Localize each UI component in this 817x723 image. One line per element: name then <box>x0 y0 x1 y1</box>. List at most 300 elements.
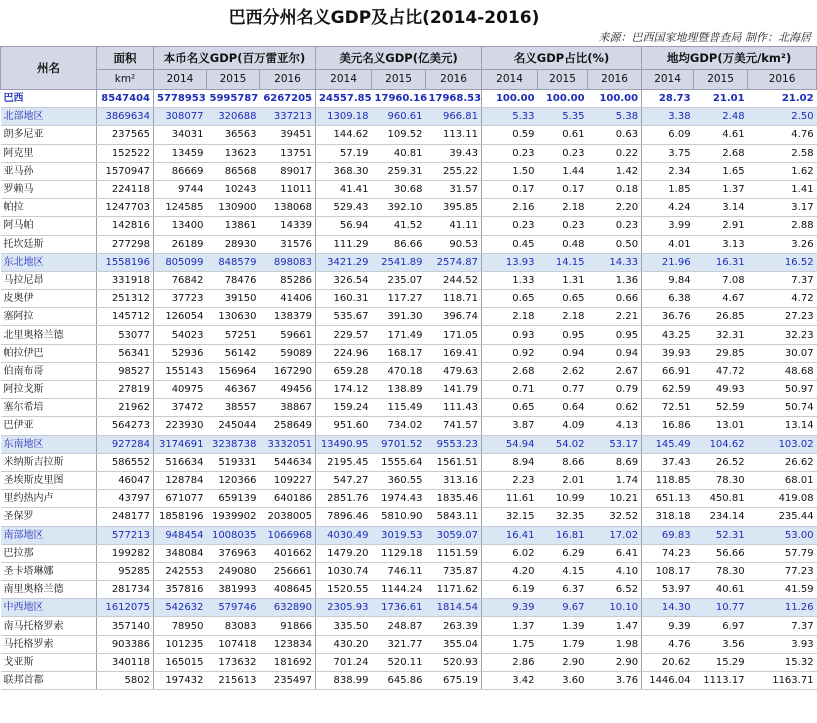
table-cell: 321.77 <box>372 635 426 653</box>
table-cell: 95285 <box>97 562 154 580</box>
table-cell: 1.98 <box>588 635 642 653</box>
table-cell: 7896.46 <box>316 508 372 526</box>
table-cell: 197432 <box>154 672 207 690</box>
table-cell: 50.74 <box>748 399 817 417</box>
table-cell: 41.52 <box>372 217 426 235</box>
table-cell: 101235 <box>154 635 207 653</box>
table-cell: 31.57 <box>426 180 482 198</box>
table-cell: 53.97 <box>642 581 694 599</box>
row-label: 圣卡塔琳娜 <box>1 562 97 580</box>
table-cell: 39.93 <box>642 344 694 362</box>
table-cell: 0.22 <box>588 144 642 162</box>
table-cell: 40.61 <box>694 581 748 599</box>
table-cell: 6.19 <box>482 581 538 599</box>
table-cell: 36563 <box>207 126 260 144</box>
table-cell: 2.68 <box>482 362 538 380</box>
table-cell: 24557.85 <box>316 90 372 108</box>
table-cell: 479.63 <box>426 362 482 380</box>
table-cell: 78.30 <box>694 562 748 580</box>
table-row <box>1 126 817 144</box>
table-cell: 174.12 <box>316 381 372 399</box>
table-cell: 3.76 <box>588 672 642 690</box>
table-cell: 348084 <box>154 544 207 562</box>
row-label: 联邦首都 <box>1 672 97 690</box>
table-cell: 396.74 <box>426 308 482 326</box>
table-cell: 86568 <box>207 162 260 180</box>
table-cell: 10.10 <box>588 599 642 617</box>
table-row <box>1 308 817 326</box>
table-cell: 392.10 <box>372 199 426 217</box>
table-row <box>1 381 817 399</box>
table-cell: 10.21 <box>588 490 642 508</box>
table-cell: 37472 <box>154 399 207 417</box>
table-cell: 15.29 <box>694 653 748 671</box>
table-cell: 2.88 <box>748 217 817 235</box>
table-cell: 0.65 <box>538 290 588 308</box>
table-cell: 2.86 <box>482 653 538 671</box>
table-cell: 419.08 <box>748 490 817 508</box>
table-cell: 5843.11 <box>426 508 482 526</box>
table-cell: 1974.43 <box>372 490 426 508</box>
table-cell: 118.71 <box>426 290 482 308</box>
table-cell: 1939902 <box>207 508 260 526</box>
table-cell: 9.39 <box>482 599 538 617</box>
table-cell: 62.59 <box>642 381 694 399</box>
table-cell: 577213 <box>97 526 154 544</box>
table-cell: 16.41 <box>482 526 538 544</box>
table-cell: 848579 <box>207 253 260 271</box>
table-cell: 26.62 <box>748 453 817 471</box>
row-label: 戈亚斯 <box>1 653 97 671</box>
table-cell: 235.44 <box>748 508 817 526</box>
table-cell: 171.05 <box>426 326 482 344</box>
table-cell: 2.68 <box>694 144 748 162</box>
table-cell: 741.57 <box>426 417 482 435</box>
table-cell: 3.60 <box>538 672 588 690</box>
table-cell: 52.31 <box>694 526 748 544</box>
region-row <box>1 526 817 544</box>
table-cell: 56.66 <box>694 544 748 562</box>
table-cell: 78.30 <box>694 471 748 489</box>
table-cell: 675.19 <box>426 672 482 690</box>
table-cell: 53077 <box>97 326 154 344</box>
table-cell: 10243 <box>207 180 260 198</box>
table-cell: 115.49 <box>372 399 426 417</box>
table-cell: 40975 <box>154 381 207 399</box>
table-cell: 1309.18 <box>316 108 372 126</box>
table-cell: 3.87 <box>482 417 538 435</box>
table-cell: 0.23 <box>482 217 538 235</box>
table-cell: 0.61 <box>538 126 588 144</box>
table-cell: 2574.87 <box>426 253 482 271</box>
table-row <box>1 271 817 289</box>
table-cell: 224118 <box>97 180 154 198</box>
table-cell: 3.99 <box>642 217 694 235</box>
table-cell: 26.52 <box>694 453 748 471</box>
table-cell: 1.31 <box>538 271 588 289</box>
table-cell: 103.02 <box>748 435 817 453</box>
table-cell: 109.52 <box>372 126 426 144</box>
table-cell: 199282 <box>97 544 154 562</box>
table-cell: 39150 <box>207 290 260 308</box>
table-cell: 13.93 <box>482 253 538 271</box>
table-cell: 165015 <box>154 653 207 671</box>
table-cell: 54023 <box>154 326 207 344</box>
table-cell: 89017 <box>260 162 316 180</box>
table-cell: 1814.54 <box>426 599 482 617</box>
table-cell: 340118 <box>97 653 154 671</box>
table-row <box>1 617 817 635</box>
table-cell: 520.11 <box>372 653 426 671</box>
table-cell: 11.61 <box>482 490 538 508</box>
table-cell: 41.41 <box>316 180 372 198</box>
table-cell: 8.69 <box>588 453 642 471</box>
header-area-unit: km² <box>97 70 154 90</box>
table-cell: 100.00 <box>538 90 588 108</box>
table-cell: 256661 <box>260 562 316 580</box>
table-cell: 138.89 <box>372 381 426 399</box>
table-cell: 138068 <box>260 199 316 217</box>
table-cell: 229.57 <box>316 326 372 344</box>
table-cell: 927284 <box>97 435 154 453</box>
table-cell: 83083 <box>207 617 260 635</box>
table-cell: 3.75 <box>642 144 694 162</box>
table-cell: 701.24 <box>316 653 372 671</box>
table-cell: 1570947 <box>97 162 154 180</box>
table-cell: 20.62 <box>642 653 694 671</box>
table-cell: 248.87 <box>372 617 426 635</box>
table-cell: 0.79 <box>588 381 642 399</box>
gdp-table <box>0 46 817 690</box>
table-cell: 5778953 <box>154 90 207 108</box>
table-cell: 331918 <box>97 271 154 289</box>
table-cell: 0.71 <box>482 381 538 399</box>
table-cell: 0.23 <box>482 144 538 162</box>
table-cell: 308077 <box>154 108 207 126</box>
table-cell: 14.30 <box>642 599 694 617</box>
table-cell: 381993 <box>207 581 260 599</box>
region-row <box>1 253 817 271</box>
table-cell: 1.79 <box>538 635 588 653</box>
table-cell: 0.45 <box>482 235 538 253</box>
table-cell: 255.22 <box>426 162 482 180</box>
table-cell: 1.41 <box>748 180 817 198</box>
table-cell: 21962 <box>97 399 154 417</box>
table-row <box>1 344 817 362</box>
table-cell: 7.08 <box>694 271 748 289</box>
table-cell: 0.23 <box>588 217 642 235</box>
table-cell: 155143 <box>154 362 207 380</box>
table-cell: 281734 <box>97 581 154 599</box>
table-cell: 1736.61 <box>372 599 426 617</box>
table-cell: 11.26 <box>748 599 817 617</box>
table-cell: 259.31 <box>372 162 426 180</box>
row-label: 南里奥格兰德 <box>1 581 97 599</box>
table-cell: 547.27 <box>316 471 372 489</box>
row-label: 托坎廷斯 <box>1 235 97 253</box>
table-cell: 78950 <box>154 617 207 635</box>
table-cell: 898083 <box>260 253 316 271</box>
table-cell: 13490.95 <box>316 435 372 453</box>
table-cell: 0.94 <box>588 344 642 362</box>
table-cell: 1066968 <box>260 526 316 544</box>
source-note: 来源：巴西国家地理暨普查局 制作：北海居 <box>598 31 811 44</box>
table-row <box>1 326 817 344</box>
table-cell: 3.42 <box>482 672 538 690</box>
table-cell: 32.52 <box>588 508 642 526</box>
table-cell: 142816 <box>97 217 154 235</box>
table-cell: 535.67 <box>316 308 372 326</box>
header-gdp-usd: 美元名义GDP(亿美元) <box>316 47 482 70</box>
table-cell: 1008035 <box>207 526 260 544</box>
row-label: 里约热内卢 <box>1 490 97 508</box>
table-cell: 0.94 <box>538 344 588 362</box>
header-state: 州名 <box>1 47 97 90</box>
table-cell: 951.60 <box>316 417 372 435</box>
table-cell: 120366 <box>207 471 260 489</box>
table-cell: 645.86 <box>372 672 426 690</box>
table-cell: 4.76 <box>748 126 817 144</box>
table-cell: 0.92 <box>482 344 538 362</box>
table-cell: 100.00 <box>482 90 538 108</box>
table-cell: 13.01 <box>694 417 748 435</box>
row-label: 巴拉那 <box>1 544 97 562</box>
row-label: 塞尔希培 <box>1 399 97 417</box>
table-cell: 41.11 <box>426 217 482 235</box>
table-cell: 4.24 <box>642 199 694 217</box>
table-cell: 2541.89 <box>372 253 426 271</box>
header-gdp-local: 本币名义GDP(百万雷亚尔) <box>154 47 316 70</box>
table-cell: 2.58 <box>748 144 817 162</box>
table-cell: 2.90 <box>538 653 588 671</box>
table-cell: 248177 <box>97 508 154 526</box>
header-year: 2015 <box>207 70 260 90</box>
table-cell: 1.33 <box>482 271 538 289</box>
table-cell: 1561.51 <box>426 453 482 471</box>
table-cell: 277298 <box>97 235 154 253</box>
table-cell: 138379 <box>260 308 316 326</box>
table-cell: 56.94 <box>316 217 372 235</box>
table-cell: 237565 <box>97 126 154 144</box>
table-cell: 391.30 <box>372 308 426 326</box>
row-label: 马托格罗索 <box>1 635 97 653</box>
table-cell: 57251 <box>207 326 260 344</box>
table-cell: 2.18 <box>538 308 588 326</box>
table-cell: 7.37 <box>748 617 817 635</box>
table-cell: 0.95 <box>538 326 588 344</box>
table-cell: 57.79 <box>748 544 817 562</box>
table-cell: 564273 <box>97 417 154 435</box>
table-row <box>1 453 817 471</box>
table-cell: 258649 <box>260 417 316 435</box>
table-cell: 57.19 <box>316 144 372 162</box>
table-cell: 470.18 <box>372 362 426 380</box>
table-cell: 40.81 <box>372 144 426 162</box>
table-cell: 50.97 <box>748 381 817 399</box>
table-cell: 29.85 <box>694 344 748 362</box>
table-cell: 519331 <box>207 453 260 471</box>
table-cell: 37.43 <box>642 453 694 471</box>
table-cell: 30.68 <box>372 180 426 198</box>
table-cell: 156964 <box>207 362 260 380</box>
table-row <box>1 653 817 671</box>
table-cell: 167290 <box>260 362 316 380</box>
table-row <box>1 490 817 508</box>
table-cell: 2851.76 <box>316 490 372 508</box>
table-cell: 1520.55 <box>316 581 372 599</box>
header-share: 名义GDP占比(%) <box>482 47 642 70</box>
table-cell: 26.85 <box>694 308 748 326</box>
table-cell: 90.53 <box>426 235 482 253</box>
table-row <box>1 508 817 526</box>
row-label: 巴伊亚 <box>1 417 97 435</box>
table-cell: 8.66 <box>538 453 588 471</box>
table-cell: 2.90 <box>588 653 642 671</box>
table-cell: 111.29 <box>316 235 372 253</box>
table-cell: 450.81 <box>694 490 748 508</box>
table-cell: 36.76 <box>642 308 694 326</box>
table-cell: 1.39 <box>538 617 588 635</box>
table-cell: 5810.90 <box>372 508 426 526</box>
table-cell: 39.43 <box>426 144 482 162</box>
table-cell: 4.10 <box>588 562 642 580</box>
table-cell: 9701.52 <box>372 435 426 453</box>
table-cell: 3174691 <box>154 435 207 453</box>
table-cell: 1858196 <box>154 508 207 526</box>
table-cell: 17960.16 <box>372 90 426 108</box>
table-cell: 320688 <box>207 108 260 126</box>
table-cell: 27.23 <box>748 308 817 326</box>
table-cell: 47.72 <box>694 362 748 380</box>
table-cell: 91866 <box>260 617 316 635</box>
header-year: 2014 <box>642 70 694 90</box>
table-row <box>1 162 817 180</box>
table-cell: 49.93 <box>694 381 748 399</box>
table-cell: 66.91 <box>642 362 694 380</box>
table-cell: 1.62 <box>748 162 817 180</box>
table-cell: 173632 <box>207 653 260 671</box>
table-cell: 52.59 <box>694 399 748 417</box>
table-cell: 108.17 <box>642 562 694 580</box>
row-label: 米纳斯吉拉斯 <box>1 453 97 471</box>
table-cell: 49456 <box>260 381 316 399</box>
table-cell: 368.30 <box>316 162 372 180</box>
header-year: 2015 <box>538 70 588 90</box>
table-cell: 9553.23 <box>426 435 482 453</box>
header-year: 2016 <box>426 70 482 90</box>
header-year: 2014 <box>316 70 372 90</box>
table-cell: 1151.59 <box>426 544 482 562</box>
table-cell: 3238738 <box>207 435 260 453</box>
table-cell: 6.52 <box>588 581 642 599</box>
table-row <box>1 290 817 308</box>
table-cell: 21.01 <box>694 90 748 108</box>
table-cell: 26189 <box>154 235 207 253</box>
table-cell: 4.09 <box>538 417 588 435</box>
table-cell: 651.13 <box>642 490 694 508</box>
table-row <box>1 362 817 380</box>
table-cell: 0.62 <box>588 399 642 417</box>
table-cell: 659139 <box>207 490 260 508</box>
table-cell: 1.50 <box>482 162 538 180</box>
table-cell: 56341 <box>97 344 154 362</box>
table-cell: 27819 <box>97 381 154 399</box>
table-cell: 903386 <box>97 635 154 653</box>
table-cell: 1144.24 <box>372 581 426 599</box>
table-cell: 1129.18 <box>372 544 426 562</box>
table-cell: 1.65 <box>694 162 748 180</box>
table-cell: 39451 <box>260 126 316 144</box>
table-cell: 632890 <box>260 599 316 617</box>
table-cell: 805099 <box>154 253 207 271</box>
table-cell: 3.26 <box>748 235 817 253</box>
table-cell: 68.01 <box>748 471 817 489</box>
header-year: 2015 <box>372 70 426 90</box>
table-cell: 2195.45 <box>316 453 372 471</box>
table-cell: 128784 <box>154 471 207 489</box>
table-cell: 16.81 <box>538 526 588 544</box>
table-cell: 126054 <box>154 308 207 326</box>
table-cell: 1.36 <box>588 271 642 289</box>
table-cell: 46047 <box>97 471 154 489</box>
table-cell: 28930 <box>207 235 260 253</box>
table-cell: 734.02 <box>372 417 426 435</box>
table-cell: 41.59 <box>748 581 817 599</box>
table-cell: 16.86 <box>642 417 694 435</box>
table-cell: 0.48 <box>538 235 588 253</box>
table-cell: 14339 <box>260 217 316 235</box>
table-cell: 0.50 <box>588 235 642 253</box>
table-cell: 1558196 <box>97 253 154 271</box>
table-cell: 32.35 <box>538 508 588 526</box>
table-cell: 141.79 <box>426 381 482 399</box>
table-cell: 960.61 <box>372 108 426 126</box>
table-cell: 5.33 <box>482 108 538 126</box>
table-row <box>1 399 817 417</box>
table-cell: 1.47 <box>588 617 642 635</box>
table-cell: 159.24 <box>316 399 372 417</box>
table-cell: 1.85 <box>642 180 694 198</box>
table-cell: 0.93 <box>482 326 538 344</box>
table-cell: 3421.29 <box>316 253 372 271</box>
table-cell: 8547404 <box>97 90 154 108</box>
table-cell: 4.72 <box>748 290 817 308</box>
table-cell: 6.37 <box>538 581 588 599</box>
table-cell: 235497 <box>260 672 316 690</box>
table-cell: 123834 <box>260 635 316 653</box>
row-label: 东南地区 <box>1 435 97 453</box>
table-cell: 32.31 <box>694 326 748 344</box>
table-cell: 3.17 <box>748 199 817 217</box>
table-cell: 6.38 <box>642 290 694 308</box>
table-cell: 586552 <box>97 453 154 471</box>
table-cell: 2038005 <box>260 508 316 526</box>
row-label: 罗赖马 <box>1 180 97 198</box>
table-cell: 69.83 <box>642 526 694 544</box>
table-cell: 54.94 <box>482 435 538 453</box>
table-cell: 14.15 <box>538 253 588 271</box>
row-label: 南马托格罗索 <box>1 617 97 635</box>
table-cell: 2.62 <box>538 362 588 380</box>
table-cell: 145.49 <box>642 435 694 453</box>
table-cell: 43797 <box>97 490 154 508</box>
table-cell: 1612075 <box>97 599 154 617</box>
row-label: 巴西 <box>1 90 97 108</box>
table-cell: 529.43 <box>316 199 372 217</box>
table-cell: 746.11 <box>372 562 426 580</box>
table-cell: 9744 <box>154 180 207 198</box>
table-cell: 1479.20 <box>316 544 372 562</box>
